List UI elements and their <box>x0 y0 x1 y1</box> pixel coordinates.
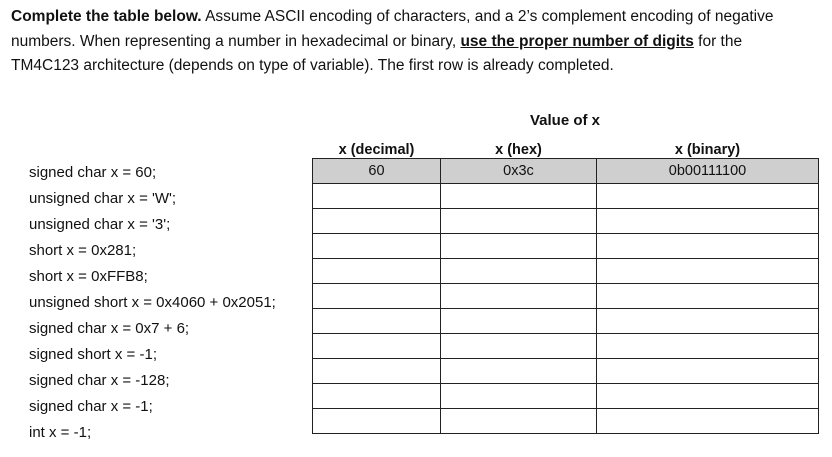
answer-row <box>313 309 819 334</box>
instructions-bold-intro: Complete the table below. <box>11 8 202 25</box>
declaration-item: signed char x = 0x7 + 6; <box>29 320 190 337</box>
binary-cell[interactable] <box>597 359 819 384</box>
declaration-item: signed char x = 60; <box>29 164 157 181</box>
declaration-item: unsigned char x = 'W'; <box>29 190 177 207</box>
hex-cell[interactable] <box>441 384 597 409</box>
binary-cell[interactable] <box>597 334 819 359</box>
binary-cell[interactable] <box>597 284 819 309</box>
declaration-item: int x = -1; <box>29 424 92 441</box>
answer-row <box>313 284 819 309</box>
hex-cell[interactable] <box>441 284 597 309</box>
instructions-paragraph <box>11 5 811 79</box>
decimal-cell[interactable] <box>313 209 441 234</box>
answer-row <box>313 409 819 434</box>
column-header-hex: x (hex) <box>441 134 597 159</box>
decimal-cell: 60 <box>313 159 441 184</box>
hex-cell[interactable] <box>441 184 597 209</box>
hex-cell[interactable] <box>441 309 597 334</box>
answer-table-header-row <box>313 134 819 159</box>
hex-cell[interactable] <box>441 409 597 434</box>
column-header-binary: x (binary) <box>597 134 819 159</box>
binary-cell: 0b00111100 <box>597 159 819 184</box>
decimal-cell[interactable] <box>313 309 441 334</box>
decimal-cell[interactable] <box>313 334 441 359</box>
hex-cell: 0x3c <box>441 159 597 184</box>
instructions-text-1: Assume ASCII encoding of characters, and a 2’s complement encoding of negative numbers. When representing a number in hexadecimal or binary, <box>11 8 774 50</box>
hex-cell[interactable] <box>441 334 597 359</box>
answer-row <box>313 334 819 359</box>
declaration-item: signed char x = -1; <box>29 398 153 415</box>
hex-cell[interactable] <box>441 234 597 259</box>
declaration-item: short x = 0xFFB8; <box>29 268 148 285</box>
answer-row <box>313 234 819 259</box>
decimal-cell[interactable] <box>313 234 441 259</box>
instructions-text-2: for the TM4C123 architecture (depends on type of variable). The first row is already completed. <box>11 32 743 74</box>
binary-cell[interactable] <box>597 409 819 434</box>
answer-row <box>313 359 819 384</box>
answer-table-body <box>313 159 819 434</box>
decimal-cell[interactable] <box>313 259 441 284</box>
answer-row <box>313 384 819 409</box>
declaration-item: signed char x = -128; <box>29 372 170 389</box>
decimal-cell[interactable] <box>313 184 441 209</box>
binary-cell[interactable] <box>597 309 819 334</box>
answer-row <box>313 209 819 234</box>
binary-cell[interactable] <box>597 184 819 209</box>
answer-row <box>313 184 819 209</box>
binary-cell[interactable] <box>597 259 819 284</box>
answer-row <box>313 259 819 284</box>
binary-cell[interactable] <box>597 384 819 409</box>
declaration-item: short x = 0x281; <box>29 242 137 259</box>
answer-table <box>312 134 819 434</box>
declaration-list <box>29 160 276 446</box>
hex-cell[interactable] <box>441 259 597 284</box>
declaration-item: unsigned char x = '3'; <box>29 216 171 233</box>
binary-cell[interactable] <box>597 209 819 234</box>
binary-cell[interactable] <box>597 234 819 259</box>
hex-cell[interactable] <box>441 359 597 384</box>
declaration-item: signed short x = -1; <box>29 346 157 363</box>
column-header-decimal: x (decimal) <box>313 134 441 159</box>
declaration-item: unsigned short x = 0x4060 + 0x2051; <box>29 294 276 311</box>
decimal-cell[interactable] <box>313 409 441 434</box>
decimal-cell[interactable] <box>313 284 441 309</box>
instructions-emphasis: use the proper number of digits <box>460 32 694 50</box>
decimal-cell[interactable] <box>313 384 441 409</box>
decimal-cell[interactable] <box>313 359 441 384</box>
hex-cell[interactable] <box>441 209 597 234</box>
example-row <box>313 159 819 184</box>
value-of-x-header: Value of x <box>529 112 601 129</box>
